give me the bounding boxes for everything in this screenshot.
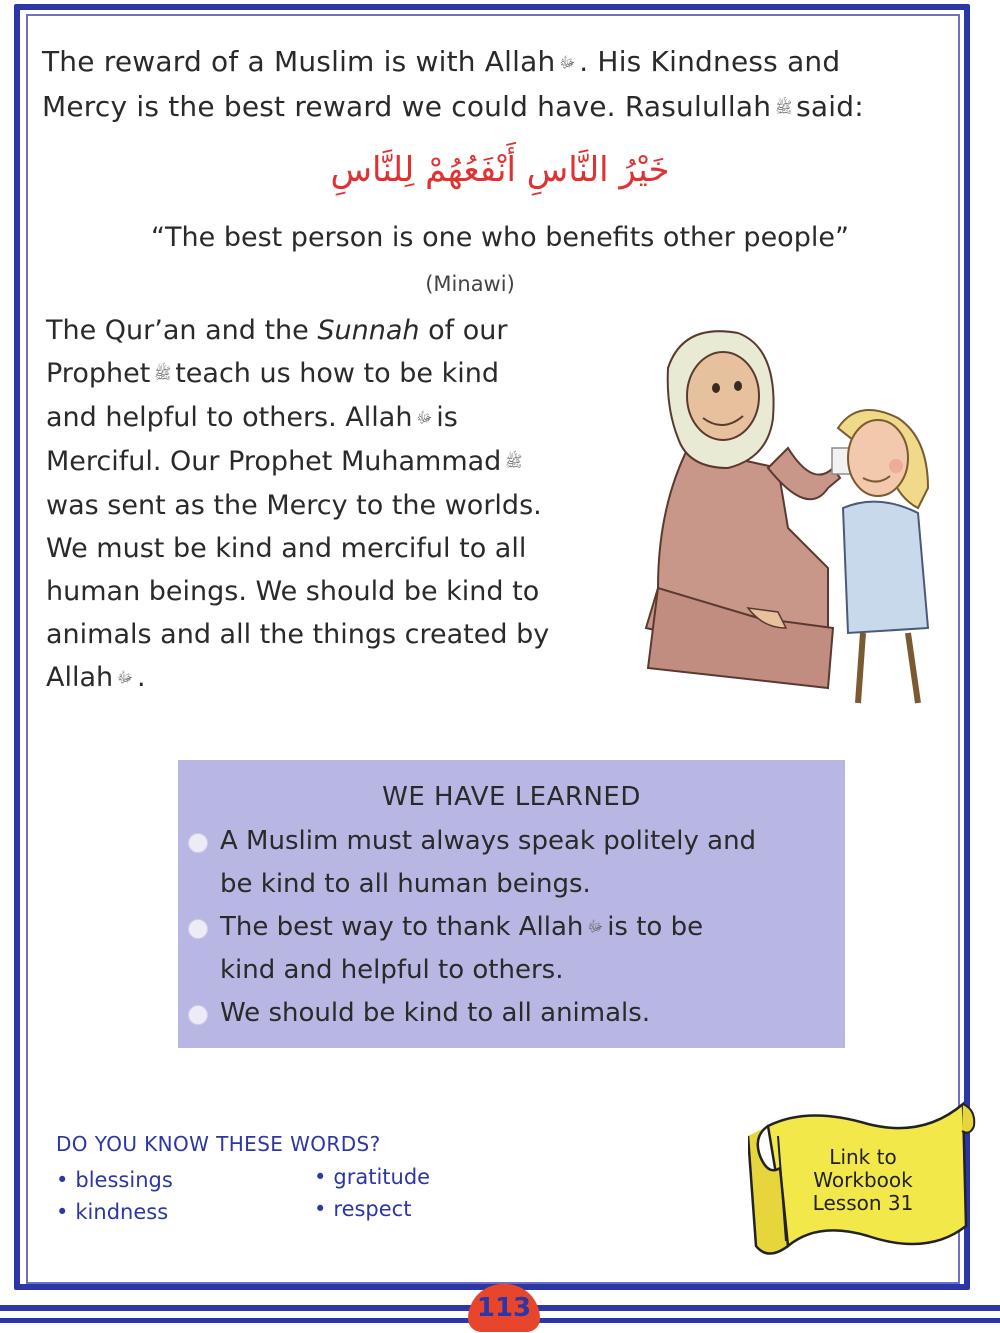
body-line-4 <box>46 440 606 484</box>
intro-paragraph <box>42 40 922 130</box>
workbook-line: Workbook <box>813 1168 913 1192</box>
page-number-badge <box>468 1284 540 1332</box>
prophet-honorific-icon: ﷺ <box>154 365 172 383</box>
learned-item-3 <box>220 992 830 1035</box>
body-text: is <box>436 402 458 433</box>
learned-text: A Muslim must always speak politely and <box>220 826 757 856</box>
intro-text-1b: . His Kindness and <box>579 45 841 78</box>
vocabulary-word: • blessings <box>56 1164 173 1196</box>
intro-line-1 <box>42 40 922 85</box>
body-line-1 <box>46 309 606 352</box>
allah-honorific-icon: ﷻ <box>416 409 433 427</box>
body-text: teach us how to be kind <box>175 358 499 389</box>
vocabulary-column-1 <box>56 1164 173 1228</box>
learned-title: WE HAVE LEARNED <box>382 782 641 812</box>
body-paragraph <box>46 309 606 700</box>
allah-honorific-icon: ﷻ <box>559 54 576 72</box>
body-text: Merciful. Our Prophet Muhammad <box>46 446 502 477</box>
body-text: . <box>136 662 146 693</box>
body-text: Allah <box>46 662 114 693</box>
vocabulary-column-2 <box>314 1161 430 1225</box>
learned-text-part: The best way to thank Allah <box>220 912 584 942</box>
intro-text-2b: said: <box>796 90 864 123</box>
hadith-source: (Minawi) <box>425 272 515 296</box>
prophet-honorific-icon: ﷺ <box>775 99 793 117</box>
allah-honorific-icon: ﷻ <box>587 918 604 936</box>
workbook-line: Link to <box>829 1145 897 1169</box>
allah-honorific-icon: ﷻ <box>117 669 133 687</box>
body-line-3 <box>46 396 606 440</box>
intro-line-2 <box>42 85 922 130</box>
body-line-8: animals and all the things created by <box>46 619 550 650</box>
bullet-icon <box>188 1005 208 1025</box>
mother-child-illustration <box>628 328 958 708</box>
body-text: Prophet <box>46 358 151 389</box>
page-number: 113 <box>476 1293 532 1323</box>
body-line-7: human beings. We should be kind to <box>46 576 540 607</box>
learned-text <box>220 906 830 949</box>
body-text: The Qur’an and the <box>46 315 309 346</box>
bullet-icon <box>188 919 208 939</box>
learned-item-1 <box>220 820 830 906</box>
body-text: and helpful to others. Allah <box>46 402 413 433</box>
workbook-link-text[interactable] <box>790 1146 936 1215</box>
we-have-learned-box <box>178 760 845 1048</box>
learned-text-part: is to be <box>607 912 704 942</box>
intro-text-1a: The reward of a Muslim is with Allah <box>42 45 556 78</box>
learned-item-2 <box>220 906 830 992</box>
body-text: of our <box>428 315 508 346</box>
vocabulary-word: • gratitude <box>314 1161 430 1193</box>
body-line-5: was sent as the Mercy to the worlds. <box>46 490 542 521</box>
vocabulary-title: DO YOU KNOW THESE WORDS? <box>56 1132 381 1156</box>
prophet-honorific-icon: ﷺ <box>505 453 523 471</box>
bullet-icon <box>188 833 208 853</box>
vocabulary-word: • kindness <box>56 1196 173 1228</box>
learned-text: be kind to all human beings. <box>220 869 591 899</box>
vocabulary-word: • respect <box>314 1193 430 1225</box>
workbook-line: Lesson 31 <box>812 1191 914 1215</box>
arabic-hadith: خَيْرُ النَّاسِ أَنْفَعُهُمْ لِلنَّاسِ <box>330 150 670 190</box>
body-line-9 <box>46 656 606 700</box>
body-line-2 <box>46 352 606 396</box>
learned-text: kind and helpful to others. <box>220 955 564 985</box>
hadith-translation: “The best person is one who benefits other people” <box>151 222 849 253</box>
learned-text: We should be kind to all animals. <box>220 998 651 1028</box>
learned-list <box>220 820 830 1035</box>
sunnah-term: Sunnah <box>317 315 420 346</box>
body-line-6: We must be kind and merciful to all <box>46 533 527 564</box>
intro-text-2a: Mercy is the best reward we could have. Rasulullah <box>42 90 772 123</box>
